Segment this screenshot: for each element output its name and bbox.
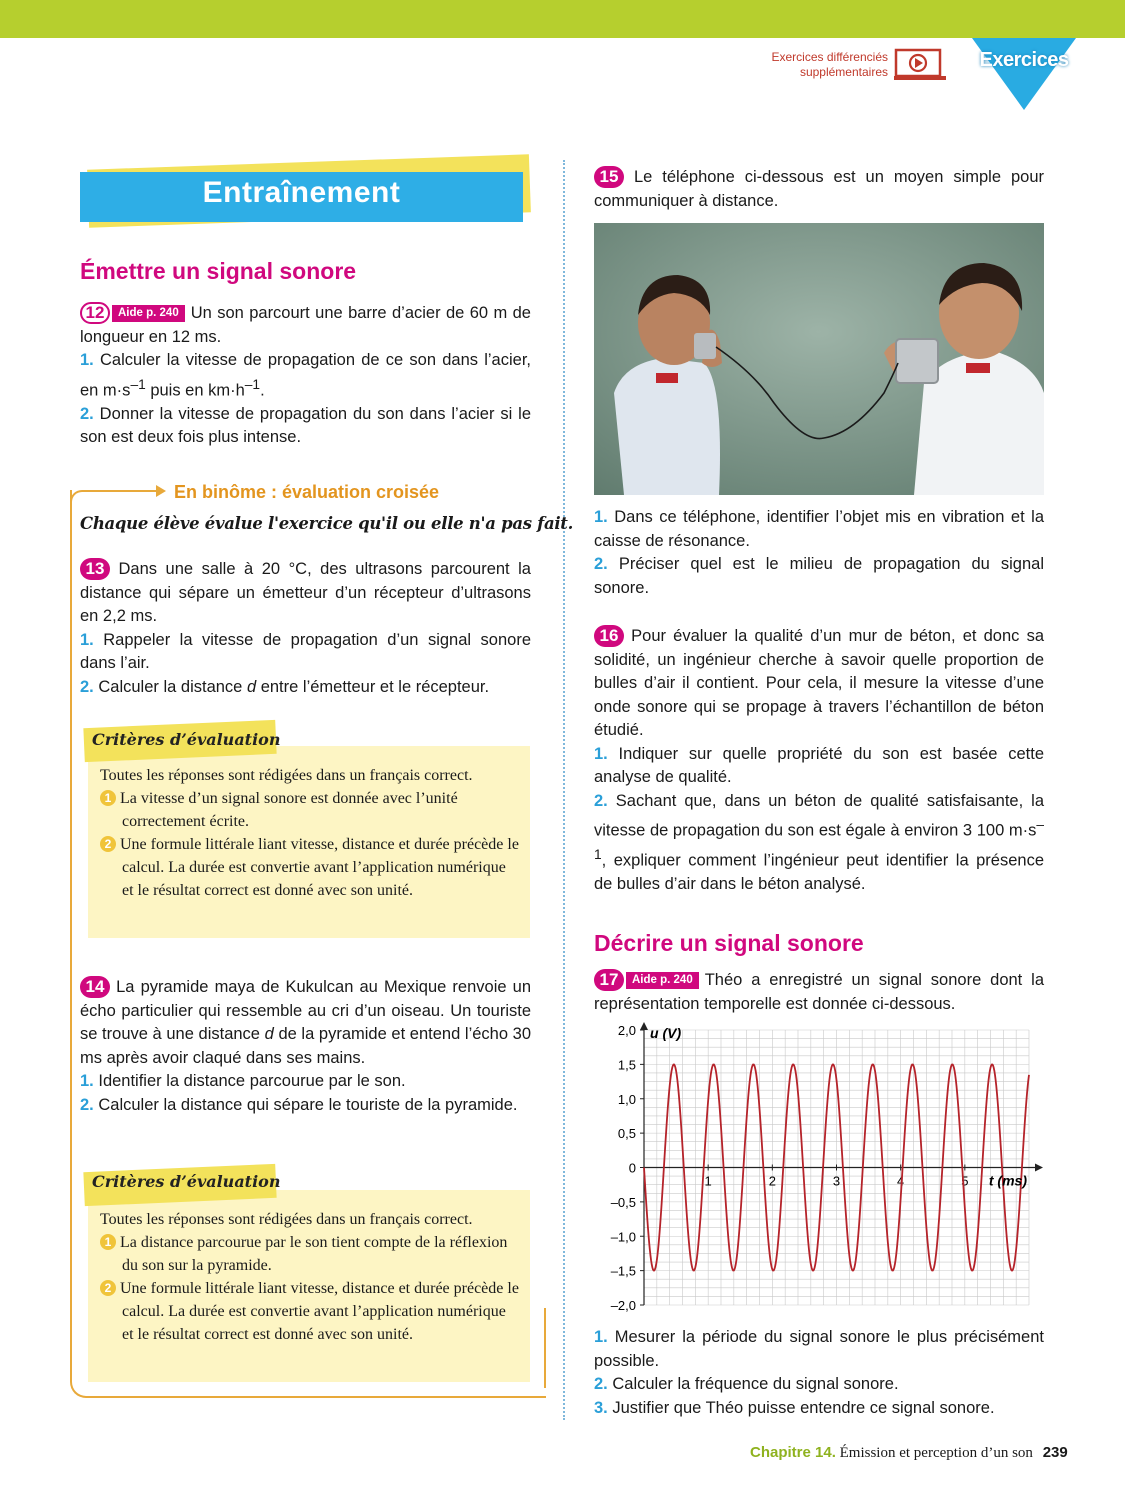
y-axis-arrow (640, 1022, 648, 1030)
question-number: 1. (80, 351, 94, 369)
exercise-17-intro (594, 969, 1044, 1016)
y-tick-label: 2,0 (617, 1023, 636, 1038)
extra-line-2: supplémentaires (799, 65, 888, 79)
question-text: Donner la vitesse de propagation du son dans l’acier si le son est deux fois plus intense. (80, 404, 531, 446)
tin-can-phone-photo (594, 223, 1044, 495)
exercise-number-badge: 16 (594, 625, 624, 647)
chapter-label: Chapitre 14. (750, 1444, 836, 1461)
exercise-intro: Théo a enregistré un signal sonore dont la représentation temporelle est donnée ci-dessous. (594, 971, 1044, 1013)
question-number: 1. (80, 630, 94, 649)
question-text: Calculer la vitesse de propagation de ce son dans l’acier, en m·s (80, 351, 531, 399)
arrow-right-icon (156, 485, 166, 497)
exercise-intro: de la pyramide et entend l’écho 30 ms après avoir claqué dans ses mains. (80, 1025, 531, 1067)
criteria-item: La vitesse d’un signal sonore est donnée avec l’unité correctement écrite. (120, 790, 458, 830)
help-link[interactable]: Aide p. 240 (626, 972, 699, 989)
chapter-title: Émission et perception d’un son (839, 1445, 1033, 1461)
exercise-16 (594, 625, 1044, 897)
heading-emettre: Émettre un signal sonore (80, 258, 357, 284)
exercise-number-badge: 14 (80, 976, 110, 998)
question-text: Identifier la distance parcourue par le son. (98, 1072, 406, 1090)
exercise-number-badge: 12 (80, 302, 110, 324)
y-tick-labels (611, 1023, 644, 1313)
extra-exercises-link[interactable] (740, 50, 888, 80)
variable: d (264, 1025, 274, 1043)
binome-frame-top (70, 490, 160, 504)
exponent: –1 (130, 376, 146, 392)
x-tick-label: 4 (897, 1173, 905, 1189)
exercise-number-badge: 17 (594, 969, 624, 991)
exercise-13 (80, 558, 531, 699)
extra-line-1: Exercices différenciés (771, 50, 888, 64)
y-tick-label: –2,0 (610, 1298, 636, 1313)
criteria-item: La distance parcourue par le son tient compte de la réflexion du son sur la pyramide. (120, 1234, 508, 1274)
criteria-bullet: 1 (100, 790, 116, 806)
x-tick-label: 3 (832, 1173, 841, 1189)
top-color-bar (0, 0, 1125, 38)
criteria-line: Toutes les réponses sont rédigées dans un français correct. (100, 1211, 473, 1228)
exercise-12 (80, 302, 531, 450)
x-axis-arrow (1035, 1164, 1043, 1172)
x-tick-label: 5 (961, 1173, 969, 1189)
question-number: 2. (594, 555, 608, 573)
page-number: 239 (1042, 1444, 1068, 1461)
criteria-item: Une formule littérale liant vitesse, distance et durée précède le calcul. La durée est convertie avant l’application numérique et le résultat correct est donné avec son unité. (120, 1280, 519, 1343)
question-text: . (260, 381, 265, 399)
y-tick-label: –1,5 (610, 1263, 636, 1279)
question-number: 1. (594, 1328, 608, 1346)
question-text: Justifier que Théo puisse entendre ce signal sonore. (612, 1398, 995, 1417)
criteria-bullet: 2 (100, 836, 116, 852)
criteria-bullet: 1 (100, 1234, 116, 1250)
question-number: 1. (80, 1072, 94, 1090)
question-text: puis en km·h (145, 381, 245, 399)
question-text: Calculer la distance qui sépare le touriste de la pyramide. (98, 1095, 518, 1114)
exercise-intro: Le téléphone ci-dessous est un moyen simple pour communiquer à distance. (594, 168, 1044, 210)
question-text: Calculer la fréquence du signal sonore. (612, 1375, 899, 1393)
binome-frame-right (544, 1308, 546, 1388)
variable: d (246, 677, 257, 696)
exercise-17-questions (594, 1326, 1044, 1420)
page-footer (750, 1444, 1068, 1462)
question-text: Mesurer la période du signal sonore le plus précisément possible. (594, 1328, 1044, 1370)
heading-decrire: Décrire un signal sonore (594, 930, 864, 956)
exercise-number-badge: 15 (594, 166, 624, 188)
question-number: 2. (594, 1375, 608, 1393)
exercise-intro: La pyramide maya de Kukulcan au Mexique renvoie un écho particulier qui ressemble au cri d’un oiseau. Un touriste se trouve à une distance (80, 978, 532, 1043)
question-text: Calculer la distance (98, 677, 247, 696)
question-text: Préciser quel est le milieu de propagation du signal sonore. (594, 555, 1044, 597)
y-tick-label: –0,5 (610, 1194, 636, 1210)
question-text: entre l’émetteur et le récepteur. (256, 677, 490, 696)
exponent: –1 (594, 817, 1044, 862)
y-tick-label: 1,5 (617, 1057, 636, 1073)
question-number: 1. (594, 508, 608, 526)
criteria-line: Toutes les réponses sont rédigées dans un français correct. (100, 767, 473, 784)
criteria-header: Critères d’évaluation (92, 730, 281, 749)
video-play-icon[interactable] (894, 48, 946, 82)
question-text: , expliquer comment l’ingénieur peut identifier la présence de bulles d’air dans le béton analysé. (594, 851, 1044, 893)
help-link[interactable]: Aide p. 240 (112, 305, 185, 322)
exercise-intro: Dans une salle à 20 °C, des ultrasons parcourent la distance qui sépare un émetteur d’un récepteur d’ultrasons en 2,2 ms. (80, 560, 531, 625)
exercise-intro: Pour évaluer la qualité d’un mur de béton, et donc sa solidité, un ingénieur cherche à savoir quelle proportion de bulles d’air il contient. Pour cela, il mesure la vitesse d’une onde sonore qui se propage à travers l’échantillon de béton étudié. (594, 627, 1044, 739)
exercise-15-questions (594, 506, 1044, 600)
criteria-item: Une formule littérale liant vitesse, distance et durée précède le calcul. La durée est convertie avant l’application numérique et le résultat correct est donné avec son unité. (120, 836, 519, 899)
exercise-number-badge: 13 (80, 558, 110, 580)
column-separator (563, 160, 565, 1420)
exercise-15-intro (594, 166, 1044, 213)
banner-title: Entraînement (202, 176, 401, 209)
exercise-intro: Un son parcourt une barre d’acier de 60 m de longueur en 12 ms. (80, 304, 531, 346)
question-number: 2. (80, 404, 94, 423)
criteria-list-1 (100, 764, 520, 902)
x-tick-label: 2 (768, 1173, 776, 1189)
question-number: 2. (80, 1095, 94, 1114)
question-number: 1. (594, 744, 608, 763)
y-tick-label: 0,5 (617, 1126, 636, 1142)
question-number: 2. (594, 791, 608, 810)
question-text: Indiquer sur quelle propriété du son est basée cette analyse de qualité. (594, 744, 1044, 786)
y-tick-label: 0 (628, 1160, 636, 1176)
exercise-14 (80, 976, 531, 1117)
criteria-header: Critères d’évaluation (92, 1172, 281, 1191)
criteria-list-2 (100, 1208, 520, 1346)
y-tick-label: –1,0 (610, 1229, 636, 1245)
binome-subtitle: Chaque élève évalue l'exercice qu'il ou elle n'a pas fait. (80, 514, 574, 533)
question-number: 3. (594, 1398, 608, 1417)
criteria-bullet: 2 (100, 1280, 116, 1296)
x-axis-label: t (ms) (988, 1172, 1027, 1189)
section-label: Exercices (979, 49, 1069, 71)
y-axis-label: u (V) (650, 1025, 682, 1041)
question-number: 2. (80, 677, 94, 696)
exponent: –1 (244, 376, 261, 392)
question-text: Sachant que, dans un béton de qualité satisfaisante, la vitesse de propagation du son est égale à environ 3 100 m·s (594, 791, 1045, 840)
signal-chart (594, 1020, 1044, 1320)
binome-title: En binôme : évaluation croisée (174, 482, 440, 502)
y-tick-label: 1,0 (617, 1091, 636, 1107)
question-text: Rappeler la vitesse de propagation d’un signal sonore dans l’air. (80, 630, 531, 672)
question-text: Dans ce téléphone, identifier l’objet mis en vibration et la caisse de résonance. (594, 508, 1044, 550)
x-tick-label: 1 (704, 1173, 712, 1189)
